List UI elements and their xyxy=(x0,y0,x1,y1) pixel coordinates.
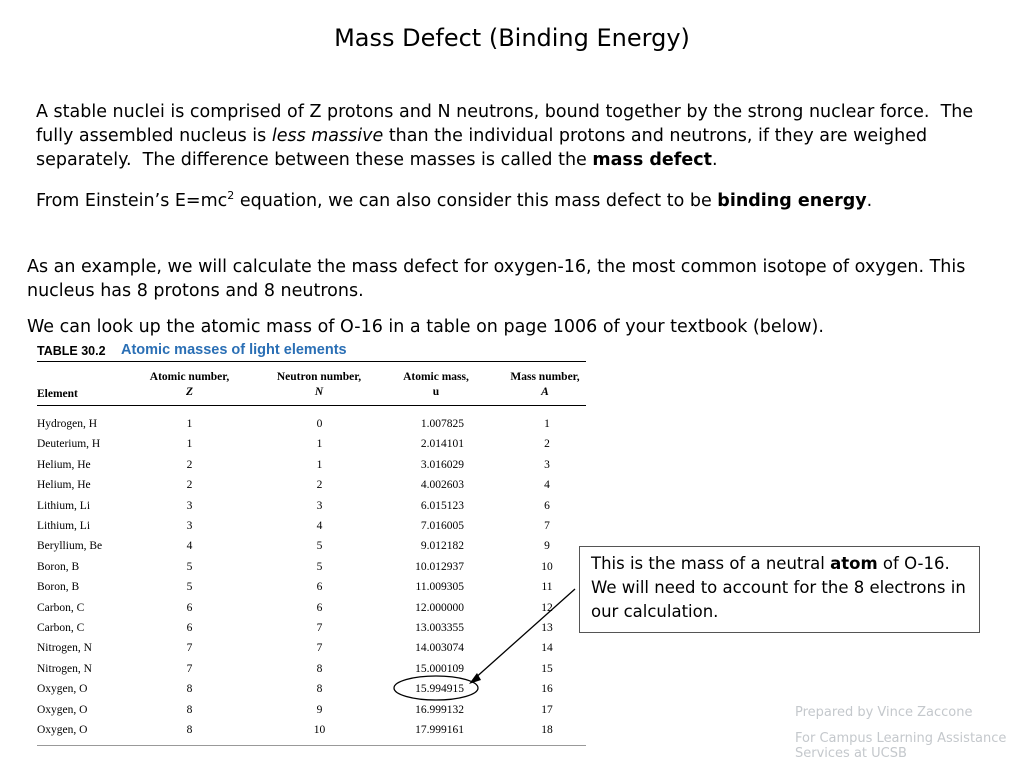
cell-element: Helium, He xyxy=(37,458,91,471)
cell-element: Oxygen, O xyxy=(37,683,88,696)
cell-atomic-mass: 7.016005 xyxy=(420,520,464,532)
cell-atomic-number: 8 xyxy=(186,683,193,696)
cell-atomic-number: 7 xyxy=(186,662,193,675)
cell-neutron-number: 5 xyxy=(316,560,323,573)
cell-element: Lithium, Li xyxy=(37,499,91,512)
cell-neutron-number: 1 xyxy=(316,438,323,451)
cell-atomic-mass: 4.002603 xyxy=(420,479,464,492)
cell-atomic-number: 8 xyxy=(186,703,193,716)
cell-atomic-mass: 6.015123 xyxy=(420,499,464,512)
cell-atomic-mass: 14.003074 xyxy=(415,642,464,655)
cell-neutron-number: 8 xyxy=(316,683,323,696)
cell-mass-number: 10 xyxy=(541,560,553,573)
col-header-z-label: Atomic number, xyxy=(149,371,230,383)
cell-atomic-number: 2 xyxy=(186,458,193,471)
cell-mass-number: 2 xyxy=(544,438,550,451)
col-header-mass-label: Atomic mass, xyxy=(403,371,469,383)
cell-mass-number: 11 xyxy=(541,581,553,594)
col-header-z-symbol: Z xyxy=(185,386,194,398)
cell-element: Lithium, Li xyxy=(37,520,91,532)
cell-atomic-number: 8 xyxy=(186,724,193,736)
cell-element: Carbon, C xyxy=(37,622,85,634)
col-header-n-symbol: N xyxy=(314,386,324,398)
cell-atomic-number: 5 xyxy=(186,581,193,594)
cell-atomic-mass: 11.009305 xyxy=(415,581,464,594)
cell-atomic-mass: 15.994915 xyxy=(415,683,464,696)
cell-neutron-number: 1 xyxy=(316,458,323,471)
callout-text-a: This is the mass of a neutral xyxy=(591,554,831,573)
cell-atomic-number: 5 xyxy=(186,560,193,573)
cell-element: Boron, B xyxy=(37,581,80,594)
cell-element: Boron, B xyxy=(37,560,80,573)
footer-affiliation: For Campus Learning Assistance Services at UCSB xyxy=(795,731,1007,761)
col-header-a-label: Mass number, xyxy=(510,371,580,383)
cell-neutron-number: 8 xyxy=(316,662,323,675)
intro-emphasis: less massive xyxy=(271,126,384,146)
cell-neutron-number: 0 xyxy=(316,418,323,430)
cell-atomic-number: 1 xyxy=(186,418,193,430)
cell-atomic-number: 6 xyxy=(186,622,193,634)
cell-mass-number: 16 xyxy=(541,683,553,696)
cell-mass-number: 4 xyxy=(544,479,550,492)
cell-atomic-mass: 1.007825 xyxy=(420,418,464,430)
cell-neutron-number: 2 xyxy=(316,479,323,492)
einstein-text-a: From Einstein’s E=mc xyxy=(36,190,228,211)
cell-element: Deuterium, H xyxy=(37,438,101,451)
cell-mass-number: 18 xyxy=(541,724,553,736)
cell-element: Nitrogen, N xyxy=(37,662,92,675)
cell-neutron-number: 3 xyxy=(316,499,323,512)
cell-element: Oxygen, O xyxy=(37,703,88,716)
einstein-text-b: equation, we can also consider this mass defect to be xyxy=(234,190,718,211)
cell-neutron-number: 9 xyxy=(316,703,323,716)
table-number: TABLE 30.2 xyxy=(37,344,106,358)
col-header-mass-unit: u xyxy=(432,386,440,398)
cell-neutron-number: 7 xyxy=(316,622,323,634)
cell-atomic-number: 1 xyxy=(186,438,193,451)
einstein-superscript: 2 xyxy=(227,189,235,202)
lookup-paragraph: We can look up the atomic mass of O-16 in a table on page 1006 of your textbook (below). xyxy=(27,317,824,337)
cell-atomic-mass: 10.012937 xyxy=(415,560,464,573)
callout-box xyxy=(579,546,980,633)
highlight-ellipse xyxy=(394,676,478,700)
cell-mass-number: 13 xyxy=(541,622,553,634)
cell-mass-number: 3 xyxy=(544,458,550,471)
intro-term-mass-defect: mass defect xyxy=(592,150,712,170)
cell-neutron-number: 7 xyxy=(316,642,323,655)
einstein-text-c: . xyxy=(866,190,873,211)
cell-atomic-mass: 2.014101 xyxy=(420,438,464,451)
col-header-element: Element xyxy=(37,388,78,400)
cell-atomic-number: 2 xyxy=(186,479,193,492)
cell-mass-number: 9 xyxy=(544,540,550,553)
cell-atomic-number: 6 xyxy=(186,601,193,614)
cell-mass-number: 1 xyxy=(544,418,550,430)
cell-mass-number: 17 xyxy=(541,703,553,716)
cell-atomic-mass: 12.000000 xyxy=(415,601,464,614)
cell-atomic-number: 4 xyxy=(186,540,193,553)
cell-neutron-number: 6 xyxy=(316,601,323,614)
cell-atomic-mass: 16.999132 xyxy=(415,703,464,716)
cell-element: Beryllium, Be xyxy=(37,540,103,553)
cell-element: Carbon, C xyxy=(37,601,85,614)
footer-credit: Prepared by Vince Zaccone xyxy=(795,705,973,720)
cell-element: Nitrogen, N xyxy=(37,642,92,655)
cell-mass-number: 6 xyxy=(544,499,550,512)
cell-atomic-number: 3 xyxy=(186,499,193,512)
cell-atomic-number: 3 xyxy=(186,520,193,532)
cell-atomic-mass: 17.999161 xyxy=(415,724,464,736)
cell-mass-number: 12 xyxy=(541,601,553,614)
cell-element: Helium, He xyxy=(37,479,91,492)
cell-neutron-number: 6 xyxy=(316,581,323,594)
cell-neutron-number: 4 xyxy=(316,520,323,532)
cell-atomic-mass: 13.003355 xyxy=(415,622,464,634)
cell-element: Oxygen, O xyxy=(37,724,88,736)
example-paragraph: As an example, we will calculate the mass defect for oxygen-16, the most common isotope of oxygen. This nucleus has 8 protons and 8 neutrons. xyxy=(27,257,966,301)
einstein-term-binding-energy: binding energy xyxy=(717,190,867,211)
callout-term-atom: atom xyxy=(830,554,878,573)
cell-atomic-mass: 15.000109 xyxy=(415,662,464,675)
cell-atomic-number: 7 xyxy=(186,642,193,655)
cell-element: Hydrogen, H xyxy=(37,418,98,430)
slide-title: Mass Defect (Binding Energy) xyxy=(334,24,690,52)
callout-arrow-line xyxy=(473,589,575,680)
cell-atomic-mass: 9.012182 xyxy=(420,540,464,553)
cell-mass-number: 7 xyxy=(544,520,550,532)
cell-atomic-mass: 3.016029 xyxy=(420,458,464,471)
col-header-a-symbol: A xyxy=(541,386,549,398)
cell-mass-number: 14 xyxy=(541,642,553,655)
cell-neutron-number: 10 xyxy=(313,724,326,736)
intro-text-a: A stable nuclei is comprised of Z protons and N neutrons, bound together by the strong nuclear force. The fully assembled nucleus is xyxy=(36,102,979,146)
cell-mass-number: 15 xyxy=(541,662,553,675)
callout-text-b: of O-16. We will need to account for the 8 electrons in our calculation. xyxy=(591,554,966,621)
cell-neutron-number: 5 xyxy=(316,540,323,553)
intro-text-b: than the individual protons and neutrons, if they are weighed separately. The difference between these masses is called the xyxy=(36,126,933,170)
col-header-n-label: Neutron number, xyxy=(276,371,362,383)
table-caption: Atomic masses of light elements xyxy=(121,342,347,358)
intro-text-c: . xyxy=(711,150,718,170)
